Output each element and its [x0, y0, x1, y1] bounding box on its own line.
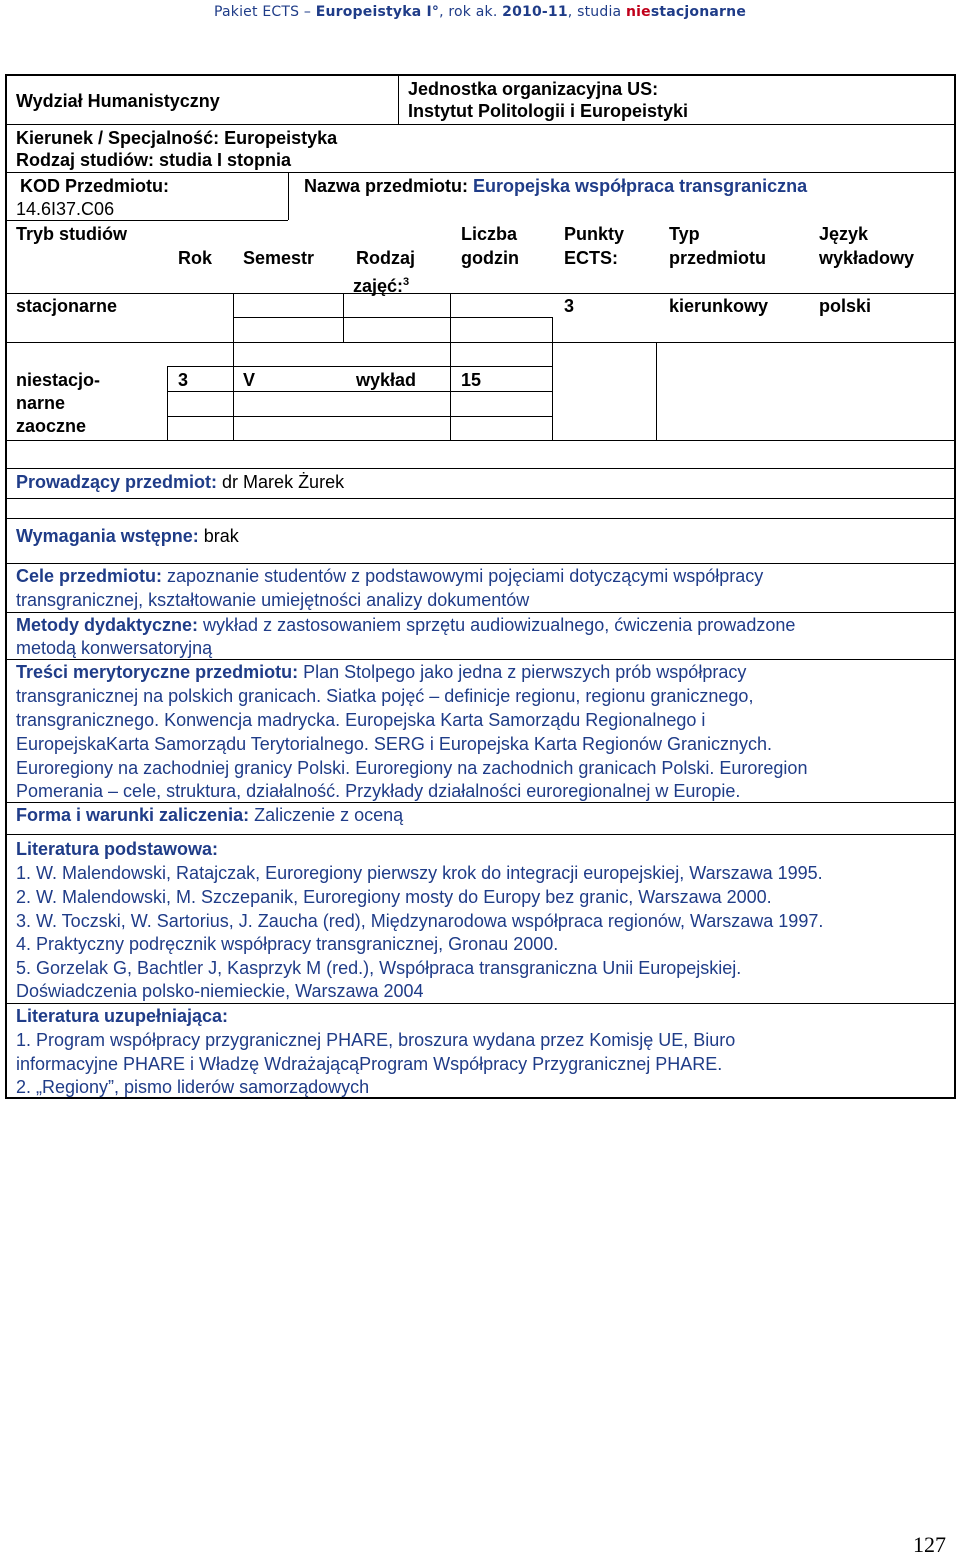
content-text-6: Pomerania – cele, struktura, działalność. Przykłady działalności euroregionalnej w Europie. — [16, 781, 741, 801]
literature-item: 3. W. Toczski, W. Sartorius, J. Zaucha (red), Międzynarodowa współpraca regionów, Warszawa 1997. — [16, 911, 824, 931]
content-text-2: transgranicznej na polskich granicach. Siatka pojęć – definicje regionu, regionu granicznego, — [16, 686, 754, 706]
mode-part-time-2: narne — [16, 393, 66, 413]
content-text-3: transgranicznego. Konwencja madrycka. Europejska Karta Samorządu Regionalnego i — [16, 710, 706, 730]
header-mode: Tryb studiów — [16, 224, 128, 244]
unit-name: Instytut Politologii i Europeistyki — [408, 101, 689, 121]
header-class-type: Rodzaj — [356, 248, 416, 268]
course-name: Europejska współpraca transgraniczna — [473, 176, 808, 196]
literature-item: 5. Gorzelak G, Bachtler J, Kasprzyk M (red.), Współpraca transgraniczna Unii Europejskiej. — [16, 958, 742, 978]
content-text-4: EuropejskaKarta Samorządu Terytorialnego. SERG i Europejska Karta Regionów Granicznych. — [16, 734, 773, 754]
header-text: Pakiet ECTS – — [213, 4, 316, 20]
header-class-type-text: zajęć: — [353, 276, 404, 296]
header-year: 2010-11 — [502, 4, 568, 20]
prerequisites — [16, 525, 239, 547]
instructor-name: dr Marek Żurek — [217, 472, 345, 492]
unit-label: Jednostka organizacyjna US: — [408, 79, 659, 99]
prerequisites-label: Wymagania wstępne: — [16, 526, 199, 546]
semester-value: V — [243, 370, 256, 390]
header-hours: Liczba — [461, 224, 518, 244]
hours-value: 15 — [461, 370, 482, 390]
header-ects-2: ECTS: — [564, 248, 618, 268]
ects-value: 3 — [564, 296, 575, 316]
header-text: , rok ak. — [439, 4, 503, 20]
mode-part-time: niestacjo- — [16, 370, 101, 390]
footnote-ref: 3 — [403, 276, 410, 288]
literature-item: Doświadczenia polsko-niemieckie, Warszawa 2004 — [16, 981, 424, 1001]
header-year: Rok — [178, 248, 213, 268]
methods-label: Metody dydaktyczne: — [16, 615, 199, 635]
header-hours-2: godzin — [461, 248, 519, 268]
header-language: Język — [819, 224, 869, 244]
header-text: , studia — [567, 4, 626, 20]
study-type: Rodzaj studiów: studia I stopnia — [16, 150, 292, 170]
content-label: Treści merytoryczne przedmiotu: — [16, 662, 299, 682]
course-goals — [16, 565, 763, 587]
header-semester: Semestr — [243, 248, 315, 268]
literature-basic-label: Literatura podstawowa: — [16, 839, 219, 859]
field-of-study: Kierunek / Specjalność: Europeistyka — [16, 128, 338, 148]
header-class-type-2 — [353, 271, 409, 297]
content-text-5: Euroregiony na zachodniej granicy Polski. Euroregiony na zachodnich granicach Polski. Euroregion — [16, 758, 808, 778]
course-content — [16, 661, 746, 683]
instructor — [16, 471, 344, 493]
course-name-row — [304, 175, 807, 197]
literature-item: 4. Praktyczny podręcznik współpracy transgranicznej, Gronau 2000. — [16, 934, 559, 954]
page-number: 127 — [913, 1532, 946, 1557]
header-course-type: Typ — [669, 224, 700, 244]
goals-text: zapoznanie studentów z podstawowymi pojęciami dotyczącymi współpracy — [162, 566, 764, 586]
goals-label: Cele przedmiotu: — [16, 566, 163, 586]
running-header — [0, 4, 960, 20]
header-mode: stacjonarne — [650, 4, 747, 20]
header-mode-prefix: nie — [625, 4, 651, 20]
literature-item: informacyjne PHARE i Władzę WdrażającąProgram Współpracy Przygranicznej PHARE. — [16, 1054, 723, 1074]
assessment-label: Forma i warunki zaliczenia: — [16, 805, 250, 825]
year-value: 3 — [178, 370, 189, 390]
literature-item: 1. W. Malendowski, Ratajczak, Euroregiony pierwszy krok do integracji europejskiej, Warszawa 1995. — [16, 863, 823, 883]
class-type-value: wykład — [356, 370, 417, 390]
methods-text-2: metodą konwersatoryjną — [16, 638, 213, 658]
course-name-label: Nazwa przedmiotu: — [304, 176, 474, 196]
assessment — [16, 804, 403, 826]
teaching-methods — [16, 614, 795, 636]
goals-text-2: transgranicznej, kształtowanie umiejętności analizy dokumentów — [16, 590, 530, 610]
course-code: 14.6I37.C06 — [16, 199, 115, 219]
literature-item: 2. „Regiony”, pismo liderów samorządowych — [16, 1077, 370, 1097]
literature-item: 2. W. Malendowski, M. Szczepanik, Euroregiony mosty do Europy bez granic, Warszawa 2000. — [16, 887, 772, 907]
course-code-label: KOD Przedmiotu: — [20, 176, 170, 196]
literature-extra-label: Literatura uzupełniająca: — [16, 1006, 229, 1026]
mode-part-time-3: zaoczne — [16, 416, 87, 436]
assessment-value: Zaliczenie z oceną — [249, 805, 404, 825]
header-program: Europeistyka I° — [315, 4, 440, 20]
literature-item: 1. Program współpracy przygranicznej PHARE, broszura wydana przez Komisję UE, Biuro — [16, 1030, 736, 1050]
language-value: polski — [819, 296, 872, 316]
mode-full-time: stacjonarne — [16, 296, 118, 316]
course-type-value: kierunkowy — [669, 296, 769, 316]
prerequisites-value: brak — [198, 526, 239, 546]
header-ects: Punkty — [564, 224, 625, 244]
content-text: Plan Stolpego jako jedna z pierwszych prób współpracy — [298, 662, 747, 682]
instructor-label: Prowadzący przedmiot: — [16, 472, 218, 492]
faculty: Wydział Humanistyczny — [16, 91, 220, 111]
header-course-type-2: przedmiotu — [669, 248, 766, 268]
header-language-2: wykładowy — [819, 248, 915, 268]
methods-text: wykład z zastosowaniem sprzętu audiowizualnego, ćwiczenia prowadzone — [198, 615, 796, 635]
